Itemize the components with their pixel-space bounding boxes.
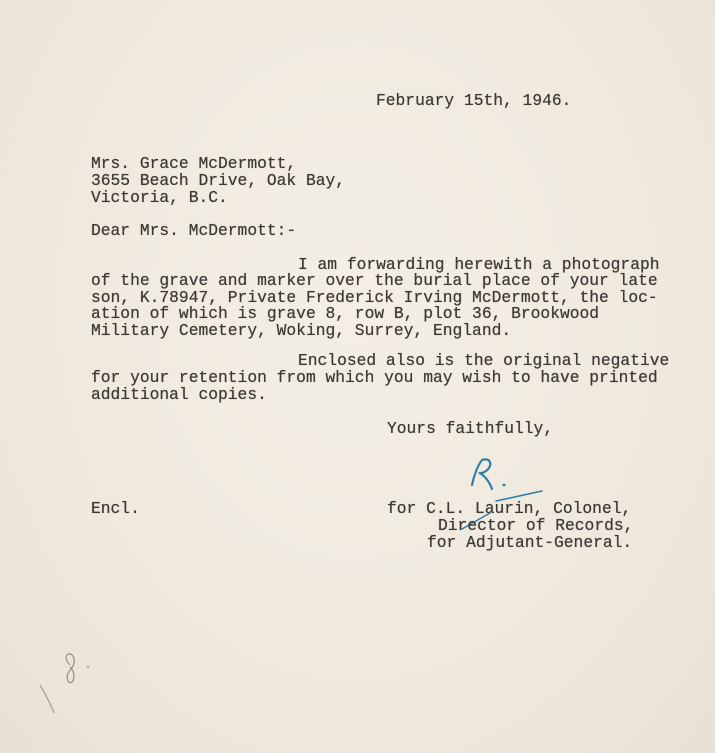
letter-date: February 15th, 1946. xyxy=(376,91,572,110)
salutation: Dear Mrs. McDermott:- xyxy=(91,221,297,240)
recipient-city: Victoria, B.C. xyxy=(91,188,228,207)
signature-office: for Adjutant-General. xyxy=(427,533,633,552)
enclosure-note: Encl. xyxy=(91,499,140,518)
recipient-street: 3655 Beach Drive, Oak Bay, xyxy=(91,171,346,190)
pencil-mark xyxy=(30,645,100,720)
paragraph2-line: for your retention from which you may wish to have printed xyxy=(91,368,658,387)
paragraph2-line: additional copies. xyxy=(91,385,267,404)
signature-title: Director of Records, xyxy=(438,516,634,535)
paragraph1-line: son, K.78947, Private Frederick Irving McDermott, the loc- xyxy=(91,288,658,307)
paragraph1-line: I am forwarding herewith a photograph xyxy=(298,255,660,274)
paragraph2-line: Enclosed also is the original negative xyxy=(298,351,670,370)
closing: Yours faithfully, xyxy=(387,419,554,438)
paragraph1-line: of the grave and marker over the burial place of your late xyxy=(91,271,658,290)
paragraph1-line: ation of which is grave 8, row B, plot 36, Brookwood xyxy=(91,304,600,323)
recipient-name: Mrs. Grace McDermott, xyxy=(91,154,297,173)
signature-line: for C.L. Laurin, Colonel, xyxy=(387,499,632,518)
paragraph1-line: Military Cemetery, Woking, Surrey, England. xyxy=(91,321,512,340)
